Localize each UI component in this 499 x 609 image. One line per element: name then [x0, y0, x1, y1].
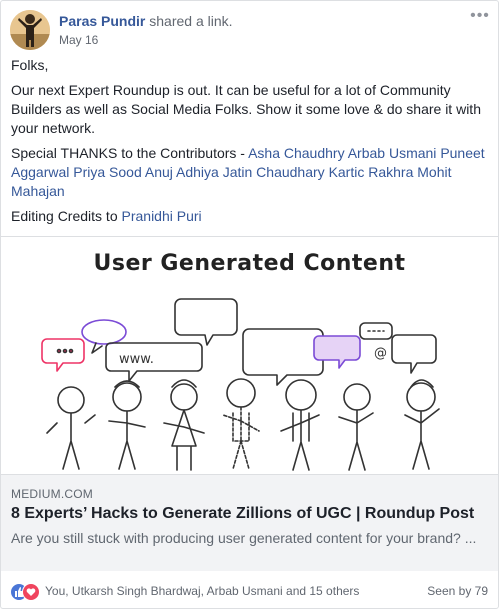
credits-prefix: Editing Credits to: [11, 208, 122, 224]
reactions-summary[interactable]: You, Utkarsh Singh Bhardwaj, Arbab Usmani and 15 others: [45, 584, 360, 598]
greeting: Folks,: [11, 57, 49, 73]
credits-line: [11, 207, 489, 226]
post-action: shared a link.: [149, 13, 233, 29]
link-preview-card[interactable]: [1, 236, 498, 570]
contributor-link[interactable]: Jatin Chaudhary: [222, 164, 325, 180]
reaction-icons[interactable]: [10, 583, 40, 599]
thanks-prefix: Special THANKS to the Contributors -: [11, 145, 249, 161]
link-description: Are you still stuck with producing user generated content for your brand? ...: [11, 530, 477, 546]
paragraph: Our next Expert Roundup is out. It can be useful for a lot of Community Builders as well as Social Media Folks. Show it some love & do share it with your network.: [11, 82, 481, 136]
image-title: User Generated Content: [93, 251, 406, 276]
contributor-link[interactable]: Puneet Aggarwal: [11, 145, 485, 180]
contributor-link[interactable]: Asha Chaudhry: [248, 145, 345, 161]
more-options-icon[interactable]: •••: [470, 7, 490, 24]
post-date[interactable]: May 16: [59, 33, 99, 47]
bubble-at: @: [374, 346, 387, 361]
contributor-link[interactable]: Anuj Adhiya: [144, 164, 219, 180]
post-footer: [1, 573, 498, 608]
link-domain: MEDIUM.COM: [11, 487, 93, 501]
link-title[interactable]: 8 Experts’ Hacks to Generate Zillions of UGC | Roundup Post: [11, 505, 475, 522]
avatar-photo-icon: [10, 10, 50, 50]
avatar[interactable]: [10, 10, 50, 50]
love-reaction-icon: [22, 583, 40, 601]
thanks-line: [11, 144, 489, 201]
ugc-illustration-icon: [1, 237, 498, 474]
link-preview-meta[interactable]: [1, 474, 498, 571]
post-text: [11, 56, 489, 232]
seen-by-count[interactable]: Seen by 79: [427, 584, 488, 598]
credits-link[interactable]: Pranidhi Puri: [121, 208, 202, 224]
bubble-www: www.: [119, 352, 154, 367]
post-byline: [59, 13, 233, 29]
contributor-link[interactable]: Priya Sood: [73, 164, 142, 180]
post-header: [10, 7, 490, 50]
link-preview-image[interactable]: [1, 237, 498, 474]
contributor-link[interactable]: Arbab Usmani: [347, 145, 437, 161]
contributor-link[interactable]: Kartic Rakhra: [328, 164, 414, 180]
contributor-link[interactable]: Mohit Mahajan: [11, 164, 452, 199]
author-name[interactable]: Paras Pundir: [59, 13, 146, 29]
